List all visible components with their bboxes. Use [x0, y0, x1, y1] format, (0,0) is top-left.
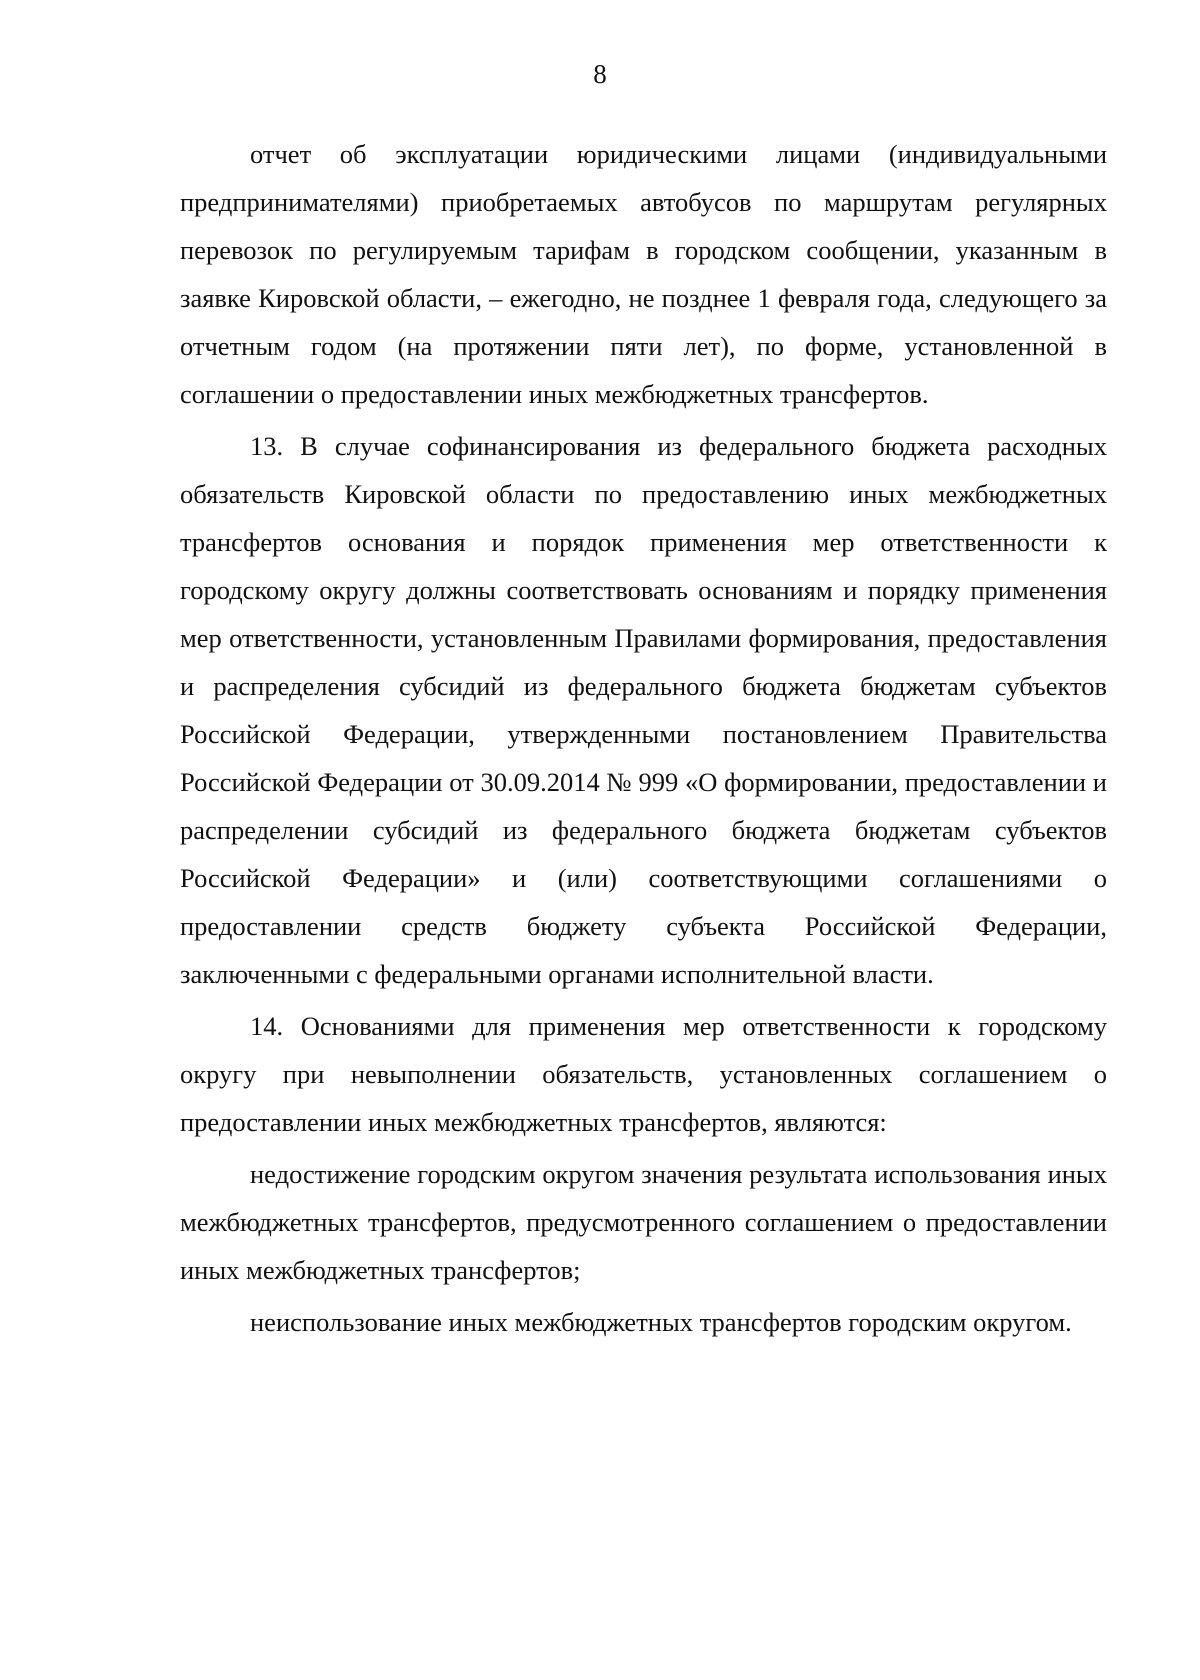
paragraph-13-cofinancing: 13. В случае софинансирования из федерального бюджета расходных обязательств Кировской области по предоставлению иных межбюджетных трансфертов основания и порядок применения мер ответственности к городскому округу должны соответствовать основаниям и порядку применения мер ответственности, установленным Правилами формирования, предоставления и распределения субсидий из федерального бюджета бюджетам субъектов Российской Федерации, утвержденными постановлением Правительства Российской Федерации от 30.09.2014 № 999 «О формировании, предоставлении и распределении субсидий из федерального бюджета бюджетам субъектов Российской Федерации» и (или) соответствующими соглашениями о предоставлении средств бюджету субъекта Российской Федерации, заключенными с федеральными органами исполнительной власти.: [180, 431, 1107, 989]
paragraph-non-achievement: недостижение городским округом значения результата использования иных межбюджетных трансфертов, предусмотренного соглашением о предоставлении иных межбюджетных трансфертов;: [180, 1159, 1107, 1285]
paragraph-non-use: неиспользование иных межбюджетных трансфертов городским округом.: [250, 1307, 1072, 1337]
page-number: 8: [593, 59, 607, 89]
document-body: [180, 130, 1107, 1350]
paragraph-report-exploitation: отчет об эксплуатации юридическими лицами (индивидуальными предпринимателями) приобретаемых автобусов по маршрутам регулярных перевозок по регулируемым тарифам в городском сообщении, указанным в заявке Кировской области, – ежегодно, не позднее 1 февраля года, следующего за отчетным годом (на протяжении пяти лет), по форме, установленной в соглашении о предоставлении иных межбюджетных трансфертов.: [180, 139, 1107, 409]
paragraph-14-grounds: 14. Основаниями для применения мер ответственности к городскому округу при невыполнении обязательств, установленных соглашением о предоставлении иных межбюджетных трансфертов, являются:: [180, 1011, 1107, 1137]
